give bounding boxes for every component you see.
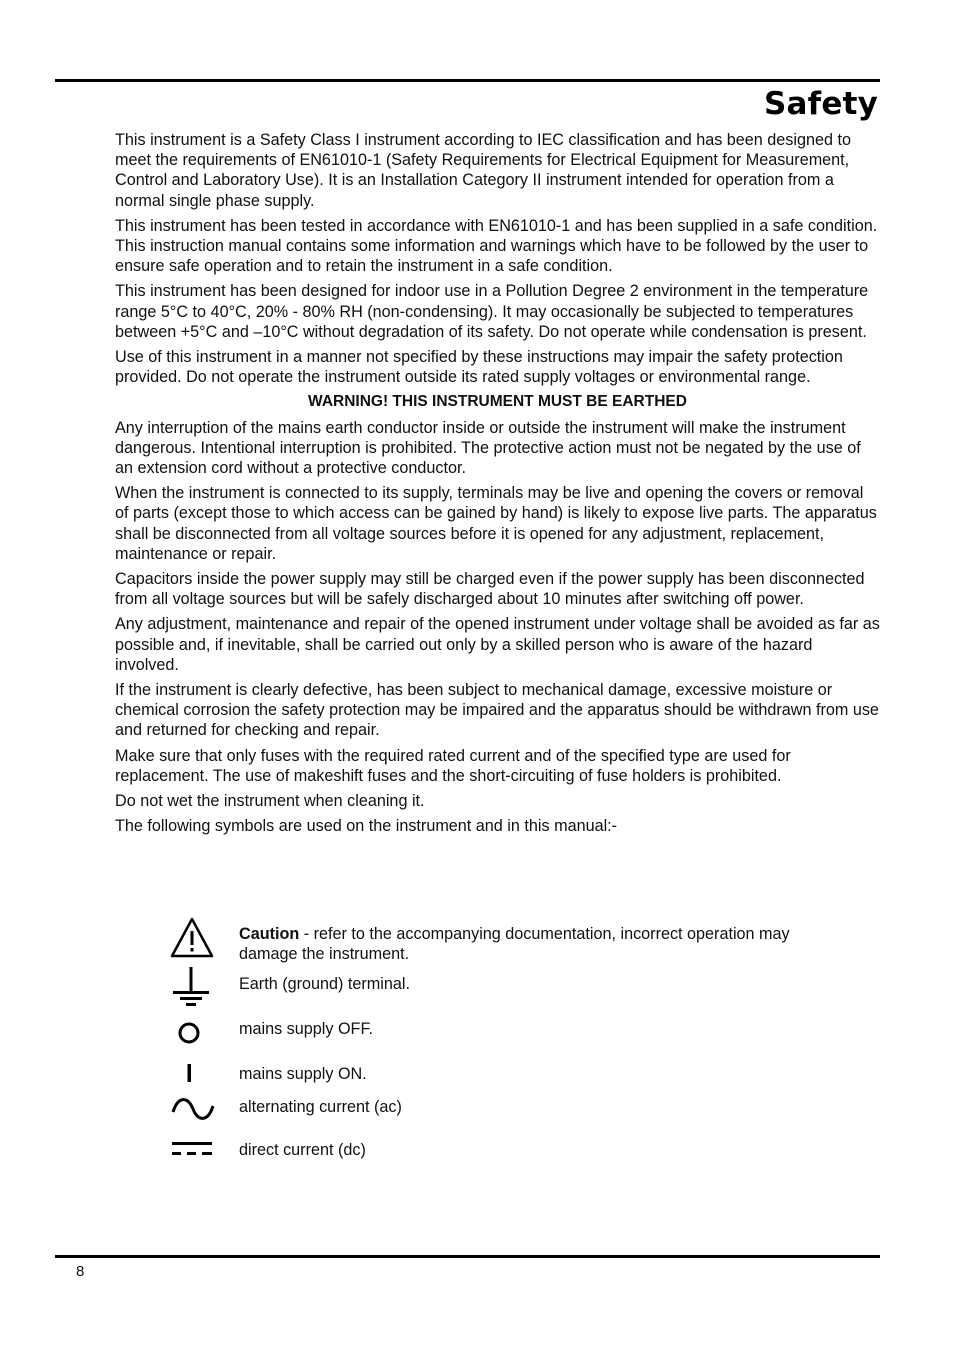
paragraph: Make sure that only fuses with the required rated current and of the specified type are used for replacement. The use of makeshift fuses and the short-circuiting of fuse holders is prohibited. bbox=[115, 746, 791, 785]
paragraph: Do not wet the instrument when cleaning it. bbox=[115, 792, 425, 811]
caution-triangle-icon bbox=[170, 916, 214, 963]
alternating-current-icon bbox=[170, 1094, 216, 1129]
earth-ground-icon bbox=[170, 966, 212, 1013]
paragraph: Capacitors inside the power supply may still be charged even if the power supply has been disconnected from all voltage sources but will be safely discharged about 10 minutes after switching off power. bbox=[115, 570, 865, 609]
paragraph: The following symbols are used on the instrument and in this manual:- bbox=[115, 817, 618, 836]
direct-current-icon bbox=[170, 1140, 214, 1165]
paragraph: Any interruption of the mains earth conductor inside or outside the instrument will make the instrument dangerous. Intentional interruption is prohibited. The protective action must not be negated by the use of an extension cord without a protective conductor. bbox=[115, 418, 861, 478]
paragraph: This instrument is a Safety Class I instrument according to IEC classification and has been designed to meet the requirements of EN61010-1 (Safety Requirements for Electrical Equipment for Measurement, Control and Laboratory Use). It is an Installation Category II instrument intended for operation from a normal single phase supply. bbox=[115, 131, 852, 210]
safety-body bbox=[115, 130, 880, 842]
header-rule bbox=[55, 79, 880, 82]
paragraph: If the instrument is clearly defective, has been subject to mechanical damage, excessive moisture or chemical corrosion the safety protection may be impaired and the apparatus should be withdrawn from use and returned for checking and repair. bbox=[115, 681, 879, 740]
page-title: Safety bbox=[764, 86, 878, 122]
paragraph: This instrument has been tested in accordance with EN61010-1 and has been supplied in a safe condition. This instruction manual contains some information and warnings which have to be followed by the user to ensure safe operation and to retain the instrument in a safe condition. bbox=[115, 216, 878, 276]
paragraph: Any adjustment, maintenance and repair of the opened instrument under voltage shall be avoided as far as possible and, if inevitable, shall be carried out only by a skilled person who is aware of the hazard involved. bbox=[115, 615, 880, 674]
caution-text: - refer to the accompanying documentation, incorrect operation may damage the instrument. bbox=[239, 925, 790, 964]
symbol-description: mains supply ON. bbox=[239, 1065, 367, 1083]
earthing-warning: WARNING! THIS INSTRUMENT MUST BE EARTHED bbox=[308, 393, 687, 411]
page-number: 8 bbox=[76, 1263, 85, 1280]
mains-off-icon bbox=[170, 1019, 212, 1052]
paragraph: This instrument has been designed for indoor use in a Pollution Degree 2 environment in the temperature range 5°C to 40°C, 20% - 80% RH (non-condensing). It may occasionally be subjected to temperatures between +5°C and –10°C without degradation of its safety. Do not operate while condensation is present. bbox=[115, 282, 869, 341]
paragraph: When the instrument is connected to its supply, terminals may be live and opening the covers or removal of parts (except those to which access can be gained by hand) is likely to expose live parts. The apparatus shall be disconnected from all voltage sources before it is opened for any adjustment, replacement, maintenance or repair. bbox=[115, 484, 877, 563]
mains-on-icon bbox=[170, 1062, 212, 1091]
footer-rule bbox=[55, 1255, 880, 1258]
symbol-description: direct current (dc) bbox=[239, 1141, 366, 1159]
paragraph: Use of this instrument in a manner not specified by these instructions may impair the safety protection provided. Do not operate the instrument outside its rated supply voltages or environmental range. bbox=[115, 348, 843, 387]
symbol-description: Earth (ground) terminal. bbox=[239, 975, 410, 993]
caution-label: Caution bbox=[239, 925, 300, 943]
symbol-description: mains supply OFF. bbox=[239, 1020, 374, 1038]
symbol-description: alternating current (ac) bbox=[239, 1098, 402, 1116]
symbol-description bbox=[239, 924, 839, 964]
